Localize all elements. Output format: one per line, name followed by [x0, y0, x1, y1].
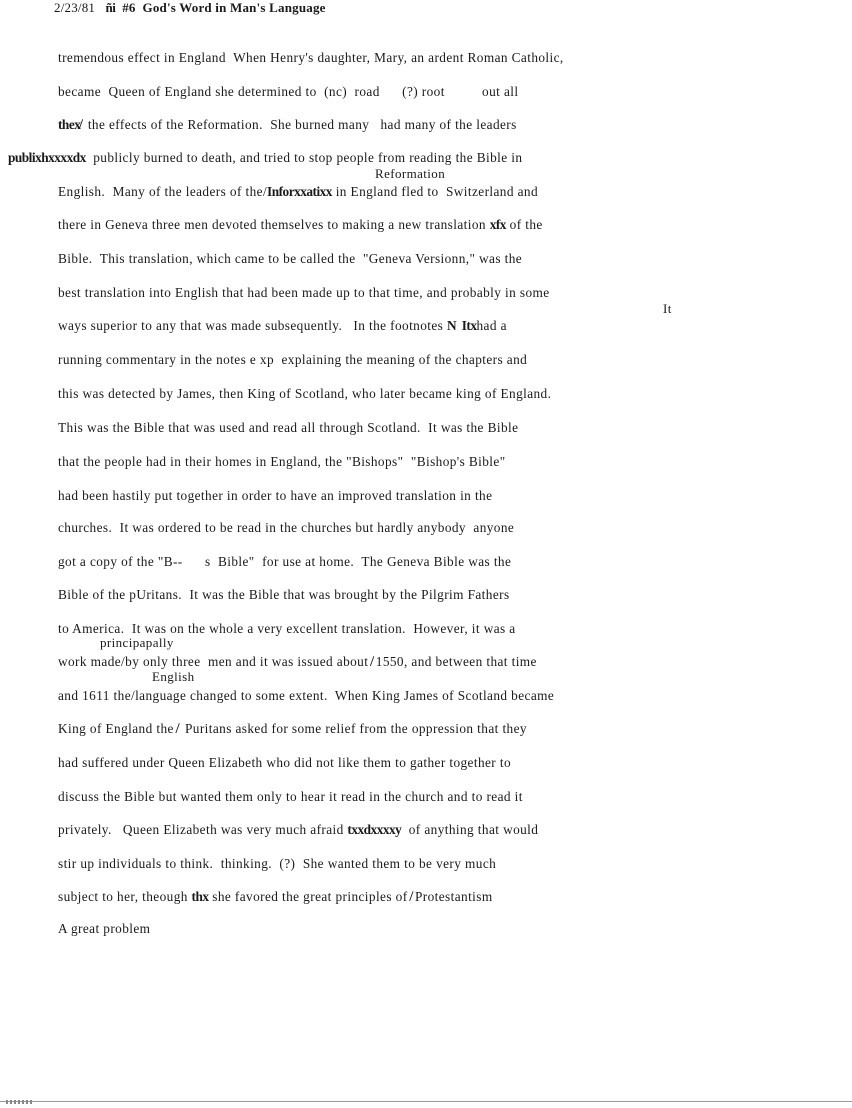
scan-edge-mark — [6, 1100, 34, 1104]
line-text-tail: she favored the great principles of — [208, 889, 408, 904]
text-line-8: best translation into English that had been made up to that time, and probably in some — [58, 285, 550, 300]
line-text-tail: Puritans asked for some relief from the oppression that they — [177, 721, 527, 736]
line-text: King of England the — [58, 721, 174, 736]
text-line-24 — [58, 822, 538, 838]
line-text: publicly burned to death, and tried to stop people from reading the Bible in — [93, 150, 523, 165]
text-line-2: became Queen of England she determined to (nc) road (?) root out all — [58, 84, 519, 99]
header-struck-mark: ñi — [105, 0, 116, 15]
text-line-14: had been hastily put together in order to have an improved translation in the — [58, 488, 493, 503]
text-line-21 — [58, 721, 527, 737]
line-text: work made/by only three men and it was issued about — [58, 654, 369, 669]
text-line-16: got a copy of the "B-- s Bible" for use at home. The Geneva Bible was the — [58, 554, 512, 569]
line-text-tail-2: Protestantism — [411, 889, 493, 904]
text-line-6 — [58, 217, 543, 233]
struck-text: txxdxxxxy — [347, 822, 402, 837]
header-title: God's Word in Man's Language — [142, 0, 326, 15]
struck-text: xfx — [489, 217, 506, 232]
text-line-1: tremendous effect in England When Henry's daughter, Mary, an ardent Roman Catholic, — [58, 50, 564, 65]
interlinear-principally: principapally — [100, 635, 174, 650]
text-line-19 — [58, 654, 537, 670]
text-line-12: This was the Bible that was used and read all through Scotland. It was the Bible — [58, 420, 519, 435]
text-line-20: and 1611 the/language changed to some extent. When King James of Scotland became — [58, 688, 555, 703]
interlinear-english: English — [152, 669, 195, 684]
line-text: the effects of the Reformation. She burned many had many of the leaders — [87, 117, 517, 132]
text-line-27: A great problem — [58, 921, 151, 936]
line-text: ways superior to any that was made subsequently. In the footnotes — [58, 318, 444, 333]
text-line-5 — [58, 184, 538, 200]
line-text: English. Many of the leaders of the/ — [58, 184, 268, 199]
line-text-tail: of anything that would — [401, 822, 539, 837]
text-line-13: that the people had in their homes in England, the "Bishops" "Bishop's Bible" — [58, 454, 506, 469]
text-line-26 — [58, 889, 493, 905]
text-line-23: discuss the Bible but wanted them only to hear it read in the church and to read it — [58, 789, 523, 804]
struck-text: thex̸ — [58, 117, 81, 132]
text-line-9 — [58, 318, 507, 334]
text-line-25: stir up individuals to think. thinking. (?) She wanted them to be very much — [58, 856, 497, 871]
struck-text: publixhxxxxdx — [8, 150, 86, 165]
page-header — [54, 0, 326, 16]
struck-text: thx — [191, 889, 209, 904]
header-date: 2/23/81 — [54, 0, 96, 15]
text-line-15: churches. It was ordered to be read in the churches but hardly anybody anyone — [58, 520, 515, 535]
line-text-tail: had a — [476, 318, 507, 333]
line-text: subject to her, theough — [58, 889, 188, 904]
text-line-18: to America. It was on the whole a very excellent translation. However, it was a — [58, 621, 516, 636]
scan-edge-rule — [0, 1101, 852, 1102]
text-line-3 — [58, 117, 517, 133]
line-text-tail: in England fled to Switzerland and — [331, 184, 539, 199]
struck-text: N Itx — [446, 318, 477, 333]
line-text: there in Geneva three men devoted themselves to making a new translation — [58, 217, 486, 232]
text-line-4 — [8, 150, 522, 166]
line-text-tail: of the — [505, 217, 543, 232]
header-number: #6 — [122, 0, 136, 15]
line-text-tail: 1550, and between that time — [372, 654, 537, 669]
text-line-11: this was detected by James, then King of Scotland, who later became king of England. — [58, 386, 552, 401]
line-text: privately. Queen Elizabeth was very much afraid — [58, 822, 344, 837]
text-line-17: Bible of the pUritans. It was the Bible that was brought by the Pilgrim Fathers — [58, 587, 510, 602]
text-line-10: running commentary in the notes e xp explaining the meaning of the chapters and — [58, 352, 528, 367]
struck-text: Inforxxatixx — [267, 184, 332, 199]
interlinear-it: It — [663, 301, 672, 316]
text-line-22: had suffered under Queen Elizabeth who did not like them to gather together to — [58, 755, 511, 770]
text-line-7: Bible. This translation, which came to be called the "Geneva Versionn," was the — [58, 251, 523, 266]
interlinear-reformation: Reformation — [375, 166, 446, 181]
